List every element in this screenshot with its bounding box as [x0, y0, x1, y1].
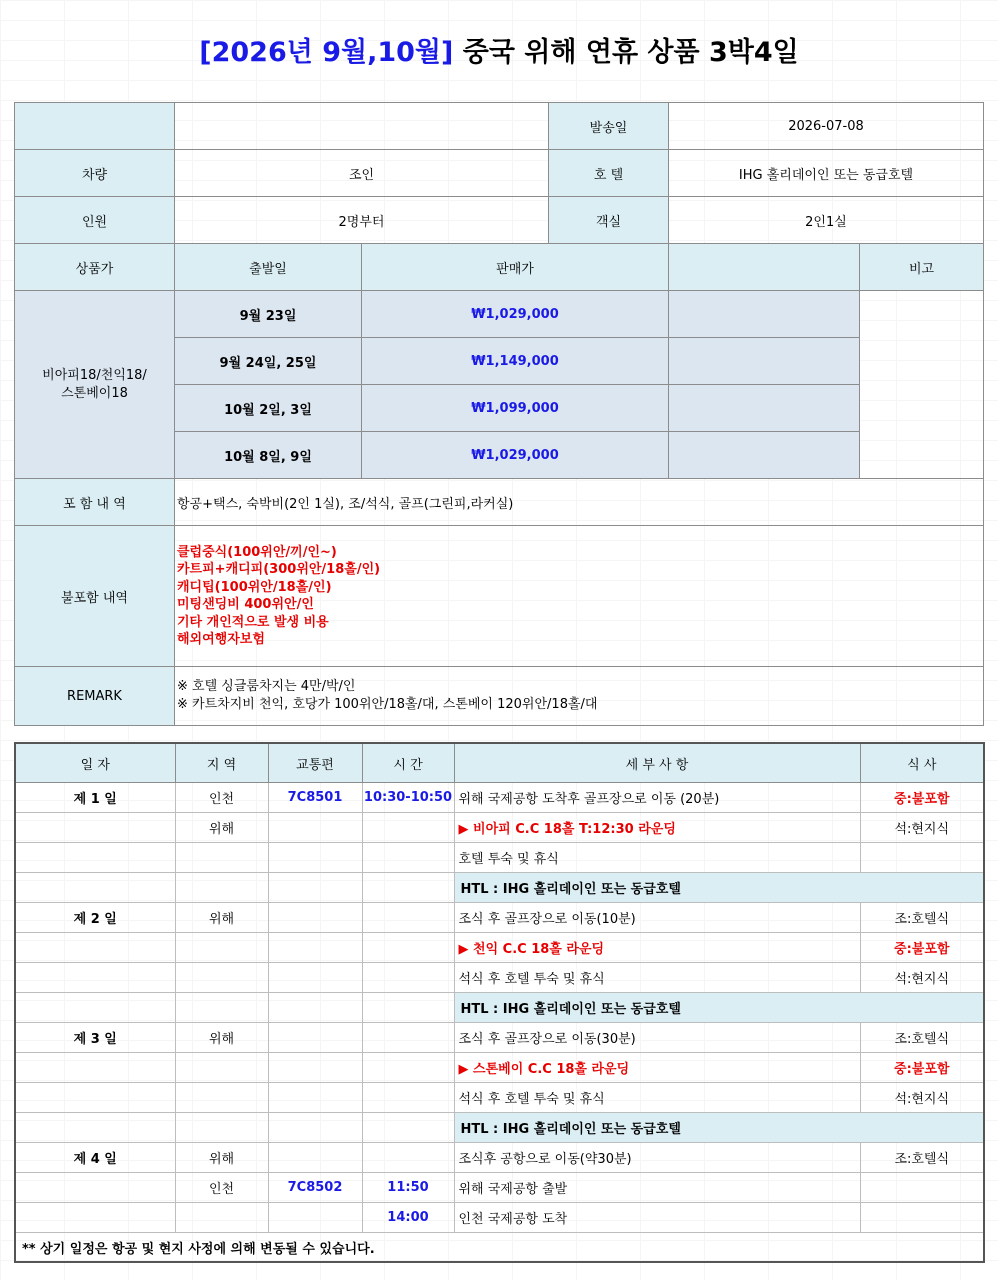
meal-cell: 중:불포함 [860, 933, 984, 963]
time-cell [362, 1143, 454, 1173]
meal-cell: 중:불포함 [860, 1053, 984, 1083]
time-cell [362, 903, 454, 933]
time-cell [362, 1083, 454, 1113]
detail-cell: 석식 후 호텔 투숙 및 휴식 [454, 963, 860, 993]
meal-cell: 석:현지식 [860, 1083, 984, 1113]
time-cell: 10:30-10:50 [362, 783, 454, 813]
meal-cell: 석:현지식 [860, 813, 984, 843]
time-cell [362, 933, 454, 963]
region-cell [175, 843, 268, 873]
region-cell [175, 933, 268, 963]
transport-cell [268, 933, 362, 963]
remark-item: ※ 카트차지비 천익, 호당가 100위안/18홀/대, 스톤베이 120위안/18홀/대 [177, 697, 598, 712]
send-date-label: 발송일 [549, 103, 669, 150]
day-cell: 제 3 일 [15, 1023, 175, 1053]
product-info-table [14, 102, 984, 726]
product-price-label: 상품가 [15, 244, 175, 291]
meal-cell [860, 1173, 984, 1203]
region-header: 지 역 [175, 743, 268, 783]
itinerary-row [15, 993, 984, 1023]
hotel-label: 호 텔 [549, 150, 669, 197]
region-cell [175, 1203, 268, 1233]
blank-cell [362, 1113, 454, 1143]
title-date: [2026년 9월,10월] [199, 37, 454, 68]
blank-cell [669, 385, 860, 432]
transport-cell [268, 1053, 362, 1083]
departure-date: 10월 8일, 9일 [175, 432, 362, 479]
people-value: 2명부터 [175, 197, 549, 244]
detail-cell: 석식 후 호텔 투숙 및 휴식 [454, 1083, 860, 1113]
exclude-item: 미팅샌딩비 400위안/인 [177, 597, 314, 612]
transport-cell [268, 903, 362, 933]
transport-cell [268, 843, 362, 873]
sale-price: ₩1,099,000 [362, 385, 669, 432]
detail-cell: 조식후 공항으로 이동(약30분) [454, 1143, 860, 1173]
meal-cell [860, 843, 984, 873]
detail-cell: 위해 국제공항 출발 [454, 1173, 860, 1203]
detail-cell: ▶ 스톤베이 C.C 18홀 라운딩 [454, 1053, 860, 1083]
day-cell [15, 1083, 175, 1113]
exclude-label: 불포함 내역 [15, 526, 175, 667]
time-cell: 11:50 [362, 1173, 454, 1203]
departure-date: 10월 2일, 3일 [175, 385, 362, 432]
departure-date: 9월 24일, 25일 [175, 338, 362, 385]
blank-cell [362, 993, 454, 1023]
time-cell [362, 843, 454, 873]
itinerary-row [15, 843, 984, 873]
day-cell [15, 1203, 175, 1233]
blank-cell [15, 1113, 175, 1143]
region-cell: 위해 [175, 1023, 268, 1053]
day-cell [15, 1053, 175, 1083]
time-cell [362, 813, 454, 843]
region-cell: 위해 [175, 903, 268, 933]
meal-cell [860, 1203, 984, 1233]
region-cell [175, 963, 268, 993]
include-value: 항공+택스, 숙박비(2인 1실), 조/석식, 골프(그린피,라커실) [175, 479, 984, 526]
detail-cell: 위해 국제공항 도착후 골프장으로 이동 (20분) [454, 783, 860, 813]
sale-price: ₩1,029,000 [362, 432, 669, 479]
day-cell [15, 933, 175, 963]
itinerary-row [15, 1203, 984, 1233]
day-cell [15, 1173, 175, 1203]
meal-cell: 중:불포함 [860, 783, 984, 813]
blank-cell [15, 873, 175, 903]
time-cell: 14:00 [362, 1203, 454, 1233]
exclude-list [175, 526, 984, 667]
hotel-stay: HTL : IHG 홀리데이인 또는 동급호텔 [454, 993, 984, 1023]
blank-cell [669, 432, 860, 479]
send-date-value: 2026-07-08 [669, 103, 984, 150]
departure-date-label: 출발일 [175, 244, 362, 291]
sale-price: ₩1,029,000 [362, 291, 669, 338]
itinerary-row [15, 813, 984, 843]
transport-cell [268, 1023, 362, 1053]
include-label: 포 함 내 역 [15, 479, 175, 526]
region-cell: 인천 [175, 1173, 268, 1203]
blank-cell [268, 993, 362, 1023]
exclude-item: 카트피+캐디피(300위안/18홀/인) [177, 562, 381, 577]
time-cell [362, 963, 454, 993]
meal-cell: 조:호텔식 [860, 903, 984, 933]
itinerary-table [14, 742, 985, 1263]
hotel-value: IHG 홀리데이인 또는 동급호텔 [669, 150, 984, 197]
region-cell: 인천 [175, 783, 268, 813]
room-label: 객실 [549, 197, 669, 244]
day-cell: 제 1 일 [15, 783, 175, 813]
sale-price-label: 판매가 [362, 244, 669, 291]
itinerary-row [15, 963, 984, 993]
itinerary-row [15, 783, 984, 813]
region-cell [175, 1083, 268, 1113]
detail-cell: 인천 국제공항 도착 [454, 1203, 860, 1233]
day-cell: 제 4 일 [15, 1143, 175, 1173]
region-cell: 위해 [175, 1143, 268, 1173]
day-cell [15, 843, 175, 873]
transport-cell [268, 1143, 362, 1173]
detail-cell: 조식 후 골프장으로 이동(10분) [454, 903, 860, 933]
blank-cell [669, 291, 860, 338]
itinerary-row [15, 1143, 984, 1173]
transport-cell [268, 963, 362, 993]
note-label: 비고 [860, 244, 984, 291]
itinerary-row [15, 903, 984, 933]
transport-cell [268, 1083, 362, 1113]
region-cell: 위해 [175, 813, 268, 843]
title-main: 중국 위해 연휴 상품 3박4일 [453, 37, 799, 68]
remark-label: REMARK [15, 667, 175, 726]
itinerary-row [15, 1083, 984, 1113]
day-cell [15, 813, 175, 843]
meal-cell: 조:호텔식 [860, 1023, 984, 1053]
blank-cell [268, 1113, 362, 1143]
details-header: 세 부 사 항 [454, 743, 860, 783]
itinerary-row [15, 1173, 984, 1203]
itinerary-row [15, 1113, 984, 1143]
day-header: 일 자 [15, 743, 175, 783]
blank-header-cell [669, 244, 860, 291]
page-title [0, 30, 998, 69]
day-cell [15, 963, 175, 993]
footnote: ** 상기 일정은 항공 및 현지 사정에 의해 변동될 수 있습니다. [15, 1233, 984, 1263]
detail-cell: ▶ 비아피 C.C 18홀 T:12:30 라운딩 [454, 813, 860, 843]
meal-cell: 석:현지식 [860, 963, 984, 993]
room-value: 2인1실 [669, 197, 984, 244]
blank-cell [175, 873, 268, 903]
transport-cell: 7C8502 [268, 1173, 362, 1203]
sale-price: ₩1,149,000 [362, 338, 669, 385]
blank-cell [175, 103, 549, 150]
blank-cell [175, 993, 268, 1023]
remark-item: ※ 호텔 싱글룸차지는 4만/박/인 [177, 679, 356, 694]
departure-date: 9월 23일 [175, 291, 362, 338]
hotel-stay: HTL : IHG 홀리데이인 또는 동급호텔 [454, 1113, 984, 1143]
exclude-item: 기타 개인적으로 발생 비용 [177, 614, 329, 630]
people-label: 인원 [15, 197, 175, 244]
blank-cell [268, 873, 362, 903]
detail-cell: 조식 후 골프장으로 이동(30분) [454, 1023, 860, 1053]
itinerary-row [15, 873, 984, 903]
exclude-item: 해외여행자보험 [177, 632, 265, 647]
blank-header-cell [15, 103, 175, 150]
transport-header: 교통편 [268, 743, 362, 783]
time-cell [362, 1023, 454, 1053]
vehicle-label: 차량 [15, 150, 175, 197]
meal-cell: 조:호텔식 [860, 1143, 984, 1173]
transport-cell [268, 813, 362, 843]
exclude-item: 캐디팁(100위안/18홀/인) [177, 579, 332, 595]
detail-cell: 호텔 투숙 및 휴식 [454, 843, 860, 873]
detail-cell: ▶ 천익 C.C 18홀 라운딩 [454, 933, 860, 963]
blank-cell [15, 993, 175, 1023]
vehicle-value: 조인 [175, 150, 549, 197]
blank-cell [362, 873, 454, 903]
time-cell [362, 1053, 454, 1083]
blank-cell [175, 1113, 268, 1143]
transport-cell: 7C8501 [268, 783, 362, 813]
transport-cell [268, 1203, 362, 1233]
exclude-item: 클럽중식(100위안/끼/인~) [177, 544, 337, 560]
time-header: 시 간 [362, 743, 454, 783]
remark-list [175, 667, 984, 726]
hotel-stay: HTL : IHG 홀리데이인 또는 동급호텔 [454, 873, 984, 903]
product-name: 비아피18/천익18/ 스톤베이18 [15, 291, 175, 479]
footnote-row [15, 1233, 984, 1263]
region-cell [175, 1053, 268, 1083]
meal-header: 식 사 [860, 743, 984, 783]
itinerary-row [15, 1023, 984, 1053]
day-cell: 제 2 일 [15, 903, 175, 933]
note-value [860, 291, 984, 479]
itinerary-row [15, 1053, 984, 1083]
itinerary-row [15, 933, 984, 963]
blank-cell [669, 338, 860, 385]
